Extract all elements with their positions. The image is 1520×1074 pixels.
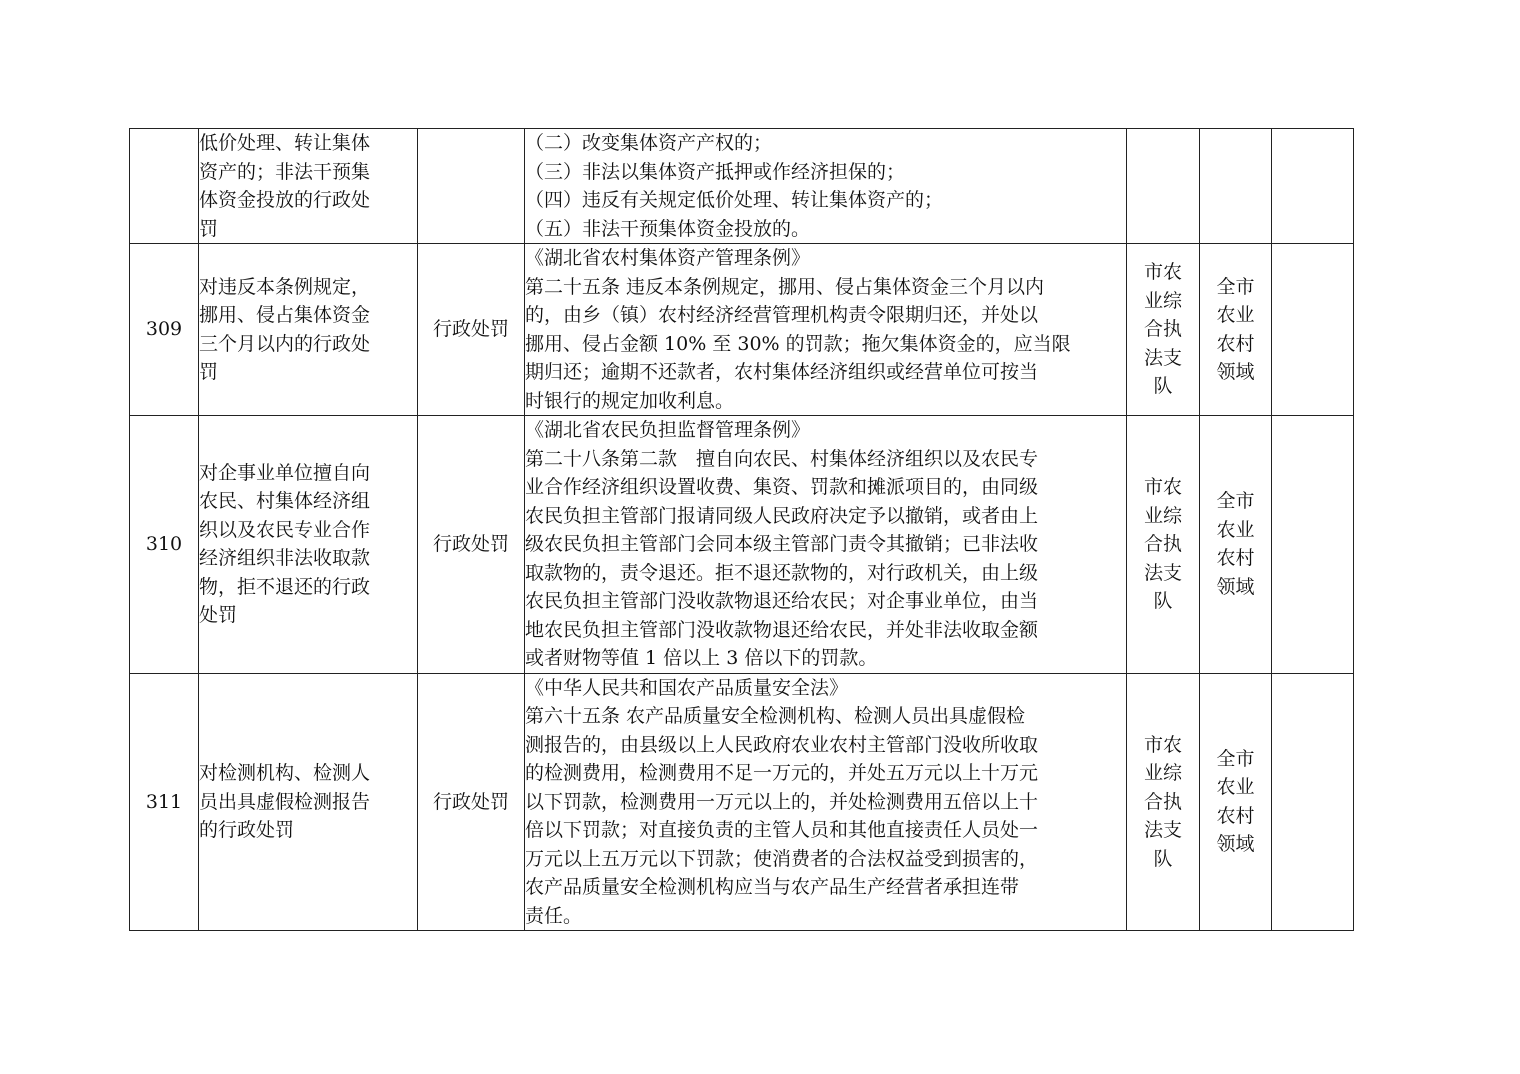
- responsible-department: 市农 业综 合执 法支 队: [1127, 673, 1200, 931]
- jurisdiction-scope: [1200, 129, 1272, 244]
- responsible-department: 市农 业综 合执 法支 队: [1127, 244, 1200, 416]
- row-number: 311: [130, 673, 199, 931]
- item-type: 行政处罚: [418, 416, 525, 674]
- remarks-cell: [1272, 129, 1354, 244]
- row-number: 309: [130, 244, 199, 416]
- row-number: 310: [130, 416, 199, 674]
- item-name: 对企事业单位擅自向 农民、村集体经济组 织以及农民专业合作 经济组织非法收取款 物，拒不退还的行政 处罚: [199, 416, 418, 674]
- jurisdiction-scope: 全市 农业 农村 领域: [1200, 416, 1272, 674]
- jurisdiction-scope: 全市 农业 农村 领域: [1200, 244, 1272, 416]
- responsible-department: 市农 业综 合执 法支 队: [1127, 416, 1200, 674]
- legal-basis: 《湖北省农村集体资产管理条例》 第二十五条 违反本条例规定，挪用、侵占集体资金三个月以内 的，由乡（镇）农村经济经营管理机构责令限期归还，并处以 挪用、侵占金额 10% 至 30% 的罚款；拖欠集体资金的，应当限 期归还；逾期不还款者，农村集体经济组织或经营单位可按当 时银行的规定加收利息。: [525, 244, 1127, 416]
- remarks-cell: [1272, 416, 1354, 674]
- remarks-cell: [1272, 244, 1354, 416]
- legal-basis: 《中华人民共和国农产品质量安全法》 第六十五条 农产品质量安全检测机构、检测人员出具虚假检 测报告的，由县级以上人民政府农业农村主管部门没收所收取 的检测费用，检测费用不足一万元的，并处五万元以上十万元 以下罚款，检测费用一万元以上的，并处检测费用五倍以上十 倍以下罚款；对直接负责的主管人员和其他直接责任人员处一 万元以上五万元以下罚款；使消费者的合法权益受到损害的， 农产品质量安全检测机构应当与农产品生产经营者承担连带 责任。: [525, 673, 1127, 931]
- row-number: [130, 129, 199, 244]
- jurisdiction-scope: 全市 农业 农村 领域: [1200, 673, 1272, 931]
- enforcement-table: [129, 128, 1354, 931]
- item-name: 低价处理、转让集体 资产的；非法干预集 体资金投放的行政处 罚: [199, 129, 418, 244]
- item-type: 行政处罚: [418, 244, 525, 416]
- remarks-cell: [1272, 673, 1354, 931]
- item-name: 对违反本条例规定， 挪用、侵占集体资金 三个月以内的行政处 罚: [199, 244, 418, 416]
- item-type: [418, 129, 525, 244]
- item-name: 对检测机构、检测人 员出具虚假检测报告 的行政处罚: [199, 673, 418, 931]
- legal-basis: 《湖北省农民负担监督管理条例》 第二十八条第二款 擅自向农民、村集体经济组织以及农民专 业合作经济组织设置收费、集资、罚款和摊派项目的，由同级 农民负担主管部门报请同级人民政府决定予以撤销，或者由上 级农民负担主管部门会同本级主管部门责令其撤销；已非法收 取款物的，责令退还。拒不退还款物的，对行政机关，由上级 农民负担主管部门没收款物退还给农民；对企事业单位，由当 地农民负担主管部门没收款物退还给农民，并处非法收取金额 或者财物等值 1 倍以上 3 倍以下的罚款。: [525, 416, 1127, 674]
- item-type: 行政处罚: [418, 673, 525, 931]
- table-row: [130, 416, 1354, 674]
- responsible-department: [1127, 129, 1200, 244]
- legal-basis: （二）改变集体资产产权的； （三）非法以集体资产抵押或作经济担保的； （四）违反有关规定低价处理、转让集体资产的； （五）非法干预集体资金投放的。: [525, 129, 1127, 244]
- table-row: [130, 673, 1354, 931]
- table-row: [130, 244, 1354, 416]
- table-row: [130, 129, 1354, 244]
